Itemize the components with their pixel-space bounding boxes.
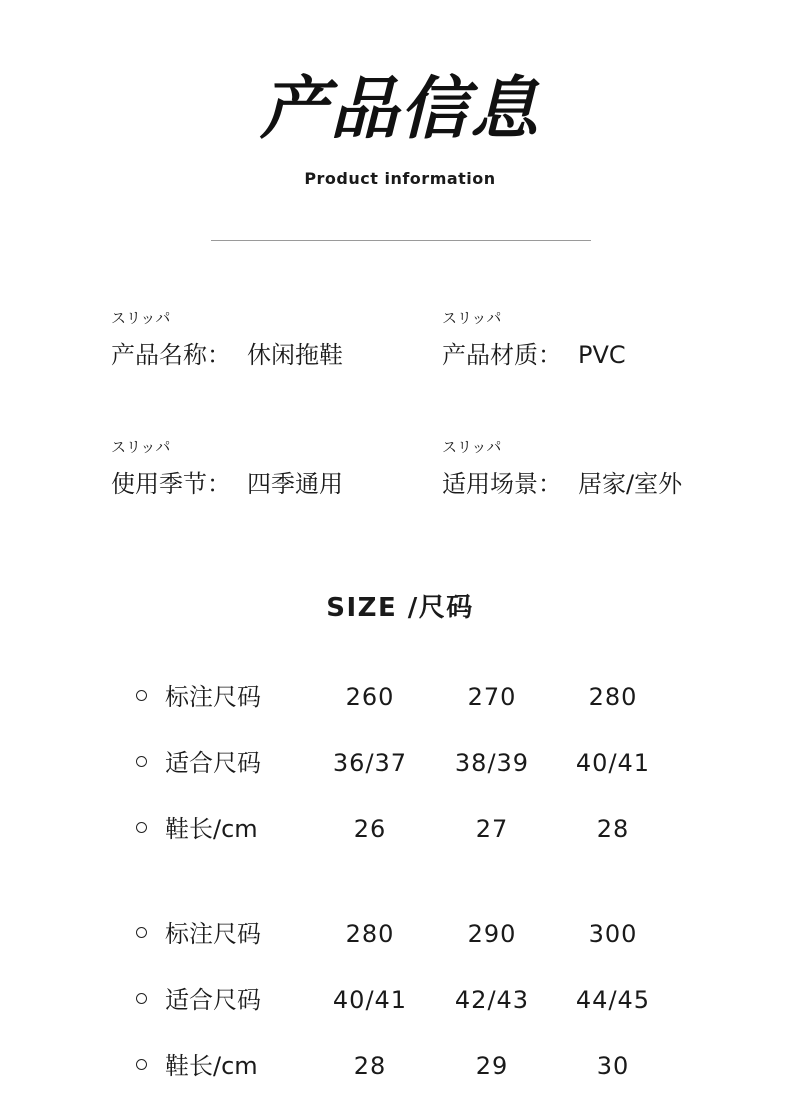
size-row bbox=[0, 745, 800, 781]
size-row-label: 标注尺码 bbox=[165, 683, 261, 711]
size-cell: 36/37 bbox=[332, 749, 408, 777]
info-value: 休闲拖鞋 bbox=[247, 341, 343, 369]
info-label: 适用场景： bbox=[442, 470, 562, 498]
size-cell: 280 bbox=[345, 920, 395, 948]
size-row-label: 适合尺码 bbox=[165, 749, 261, 777]
size-row bbox=[0, 811, 800, 847]
info-item-scene bbox=[442, 437, 682, 501]
size-cell: 44/45 bbox=[575, 986, 651, 1014]
size-row bbox=[0, 982, 800, 1018]
info-item-name bbox=[111, 308, 343, 372]
divider bbox=[211, 240, 591, 241]
size-cell: 27 bbox=[475, 815, 509, 843]
circle-bullet-icon bbox=[136, 1059, 147, 1070]
circle-bullet-icon bbox=[136, 690, 147, 701]
info-label: 产品名称： bbox=[111, 341, 231, 369]
info-small-label: スリッパ bbox=[442, 309, 502, 327]
size-row-label: 适合尺码 bbox=[165, 986, 261, 1014]
size-cell: 30 bbox=[596, 1052, 630, 1080]
size-row bbox=[0, 679, 800, 715]
size-cell: 38/39 bbox=[454, 749, 530, 777]
circle-bullet-icon bbox=[136, 927, 147, 938]
info-small-label: スリッパ bbox=[111, 438, 171, 456]
size-row-label: 鞋长/cm bbox=[165, 815, 258, 843]
size-cell: 29 bbox=[475, 1052, 509, 1080]
info-value: PVC bbox=[578, 341, 626, 369]
size-cell: 42/43 bbox=[454, 986, 530, 1014]
size-cell: 280 bbox=[588, 683, 638, 711]
size-row-label: 标注尺码 bbox=[165, 920, 261, 948]
size-cell: 270 bbox=[467, 683, 517, 711]
size-cell: 28 bbox=[353, 1052, 387, 1080]
size-cell: 40/41 bbox=[575, 749, 651, 777]
size-cell: 290 bbox=[467, 920, 517, 948]
info-small-label: スリッパ bbox=[111, 309, 171, 327]
info-item-material bbox=[442, 308, 626, 372]
info-value: 四季通用 bbox=[247, 470, 343, 498]
size-row-label: 鞋长/cm bbox=[165, 1052, 258, 1080]
circle-bullet-icon bbox=[136, 822, 147, 833]
size-row bbox=[0, 916, 800, 952]
info-label: 产品材质： bbox=[442, 341, 562, 369]
size-cell: 28 bbox=[596, 815, 630, 843]
size-cell: 26 bbox=[353, 815, 387, 843]
size-cell: 260 bbox=[345, 683, 395, 711]
page-title: 产品信息 bbox=[259, 70, 540, 149]
circle-bullet-icon bbox=[136, 993, 147, 1004]
info-value: 居家/室外 bbox=[578, 470, 683, 498]
info-item-season bbox=[111, 437, 343, 501]
size-cell: 300 bbox=[588, 920, 638, 948]
circle-bullet-icon bbox=[136, 756, 147, 767]
info-label: 使用季节： bbox=[111, 470, 231, 498]
info-small-label: スリッパ bbox=[442, 438, 502, 456]
size-section-title: SIZE /尺码 bbox=[326, 593, 474, 623]
size-row bbox=[0, 1048, 800, 1084]
size-cell: 40/41 bbox=[332, 986, 408, 1014]
page-subtitle: Product information bbox=[304, 169, 496, 188]
